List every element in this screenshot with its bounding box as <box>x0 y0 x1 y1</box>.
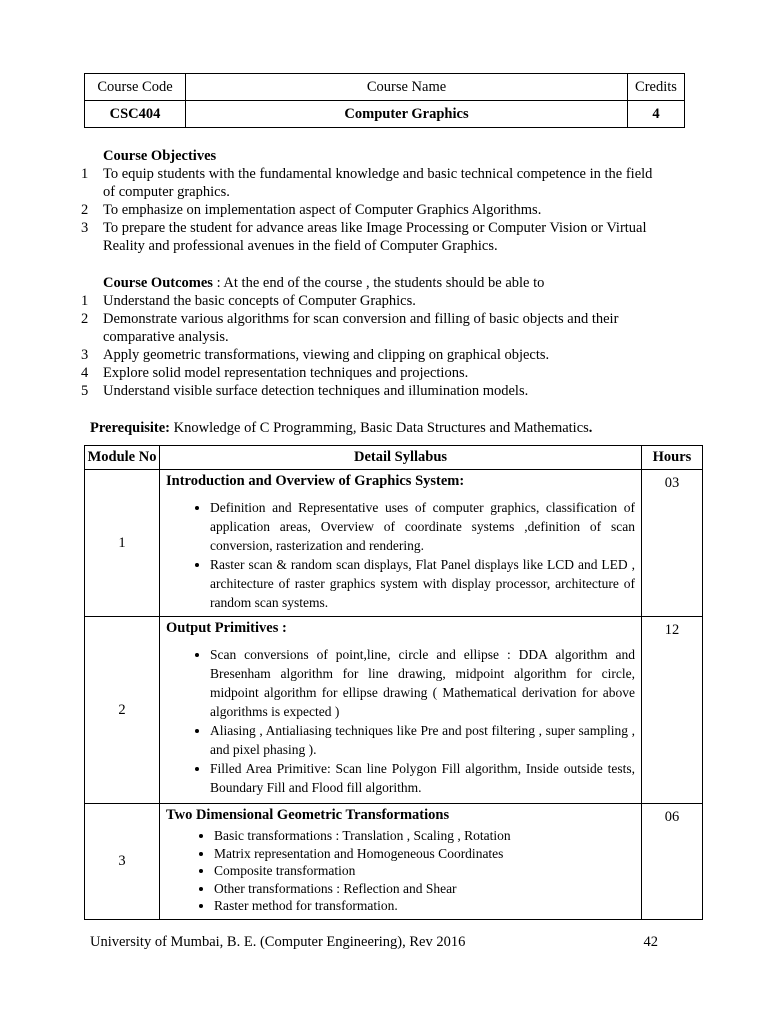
item-text: Apply geometric transformations, viewing and clipping on graphical objects. <box>103 347 550 363</box>
item-number: 1 <box>81 166 89 182</box>
module-detail-content <box>160 804 641 919</box>
prerequisite-label: Prerequisite: <box>90 420 170 436</box>
course-objectives <box>81 147 663 255</box>
item-number: 2 <box>81 202 89 218</box>
outcomes-heading: Course Outcomes <box>103 275 213 291</box>
credits-value: 4 <box>628 101 685 128</box>
item-number: 5 <box>81 383 89 399</box>
list-item <box>81 346 668 364</box>
item-number: 2 <box>81 311 89 327</box>
item-text: To equip students with the fundamental knowledge and basic technical competence in the field of computer graphics. <box>103 166 653 200</box>
syllabus-header-row <box>85 446 703 470</box>
list-item: • Aliasing , Antialiasing techniques like Pre and post filtering , super sampling , and pixel phasing ). <box>210 721 635 759</box>
list-item <box>81 292 668 310</box>
table-row <box>85 804 703 920</box>
module-title-text: Output Primitives <box>166 620 279 636</box>
course-outcomes <box>81 274 668 400</box>
list-item <box>81 364 668 382</box>
course-code-header: Course Code <box>85 74 186 101</box>
module-detail <box>160 804 642 920</box>
module-number: 1 <box>85 470 160 617</box>
module-detail <box>160 617 642 804</box>
module-topics <box>166 498 635 612</box>
table-row <box>85 617 703 804</box>
course-table-data-row <box>85 101 685 128</box>
module-number: 2 <box>85 617 160 804</box>
item-number: 1 <box>81 293 89 309</box>
item-number: 4 <box>81 365 89 381</box>
item-number: 3 <box>81 347 89 363</box>
list-item: • Raster method for transformation. <box>214 897 635 915</box>
course-code-value: CSC404 <box>85 101 186 128</box>
course-name-header: Course Name <box>186 74 628 101</box>
course-table <box>84 73 685 128</box>
item-number: 3 <box>81 220 89 236</box>
item-text: Understand visible surface detection techniques and illumination models. <box>103 383 529 399</box>
list-item <box>81 310 668 346</box>
module-detail-content <box>160 617 641 801</box>
module-number: 3 <box>85 804 160 920</box>
module-topics <box>166 645 635 797</box>
prerequisite-text: Knowledge of C Programming, Basic Data Structures and Mathematics <box>170 420 589 436</box>
outcomes-heading-line <box>103 274 668 292</box>
module-title-text: Two Dimensional Geometric Transformations <box>166 807 450 823</box>
list-item <box>81 382 668 400</box>
module-topics <box>166 827 635 915</box>
item-text: Explore solid model representation techniques and projections. <box>103 365 469 381</box>
list-item: • Scan conversions of point,line, circle and ellipse : DDA algorithm and Bresenham algorithm for line drawing, midpoint algorithm for circle, midpoint algorithm for ellipse drawing ( Mathematical derivation for above algorithms is expected ) <box>210 645 635 721</box>
course-table-header-row <box>85 74 685 101</box>
list-item: • Matrix representation and Homogeneous Coordinates <box>214 845 635 863</box>
list-item: • Composite transformation <box>214 862 635 880</box>
item-text: Demonstrate various algorithms for scan conversion and filling of basic objects and their comparative analysis. <box>103 311 619 345</box>
item-text: Understand the basic concepts of Computer Graphics. <box>103 293 416 309</box>
list-item: • Other transformations : Reflection and Shear <box>214 880 635 898</box>
item-text: To prepare the student for advance areas like Image Processing or Computer Vision or Virtual Reality and professional avenues in the field of Computer Graphics. <box>103 220 647 254</box>
course-name-value: Computer Graphics <box>186 101 628 128</box>
hours-header: Hours <box>642 446 703 470</box>
module-title <box>166 473 635 490</box>
prerequisite-end: . <box>588 420 593 436</box>
module-title <box>166 620 635 637</box>
outcomes-list <box>81 292 668 400</box>
list-item <box>81 219 663 255</box>
module-detail-content <box>160 470 641 616</box>
module-title-text: Introduction and Overview of Graphics System <box>166 473 460 489</box>
credits-header: Credits <box>628 74 685 101</box>
module-title <box>166 807 635 824</box>
page-number: 42 <box>643 934 658 950</box>
module-hours: 12 <box>642 617 703 804</box>
syllabus-table <box>84 445 703 920</box>
page-footer <box>90 934 660 951</box>
detail-syllabus-header: Detail Syllabus <box>160 446 642 470</box>
objectives-heading: Course Objectives <box>103 148 217 164</box>
table-row <box>85 470 703 617</box>
module-hours: 06 <box>642 804 703 920</box>
list-item <box>81 201 663 219</box>
outcomes-intro: : At the end of the course , the students should be able to <box>212 275 545 291</box>
module-detail <box>160 470 642 617</box>
list-item <box>81 165 663 201</box>
prerequisite <box>90 420 592 437</box>
list-item: • Basic transformations : Translation , Scaling , Rotation <box>214 827 635 845</box>
objectives-list <box>81 165 663 255</box>
list-item: • Definition and Representative uses of computer graphics, classification of application areas, Overview of coordinate systems ,definition of scan conversion, rasterization and rendering. <box>210 498 635 555</box>
module-hours: 03 <box>642 470 703 617</box>
module-title-suffix: : <box>278 620 287 636</box>
module-no-header: Module No <box>85 446 160 470</box>
item-text: To emphasize on implementation aspect of Computer Graphics Algorithms. <box>103 202 542 218</box>
module-title-suffix: : <box>459 473 465 489</box>
list-item: • Raster scan & random scan displays, Flat Panel displays like LCD and LED , architecture of raster graphics system with display processor, architecture of random scan systems. <box>210 555 635 612</box>
footer-text: University of Mumbai, B. E. (Computer Engineering), Rev 2016 <box>90 934 466 950</box>
list-item: • Filled Area Primitive: Scan line Polygon Fill algorithm, Inside outside tests, Boundary Fill and Flood fill algorithm. <box>210 759 635 797</box>
